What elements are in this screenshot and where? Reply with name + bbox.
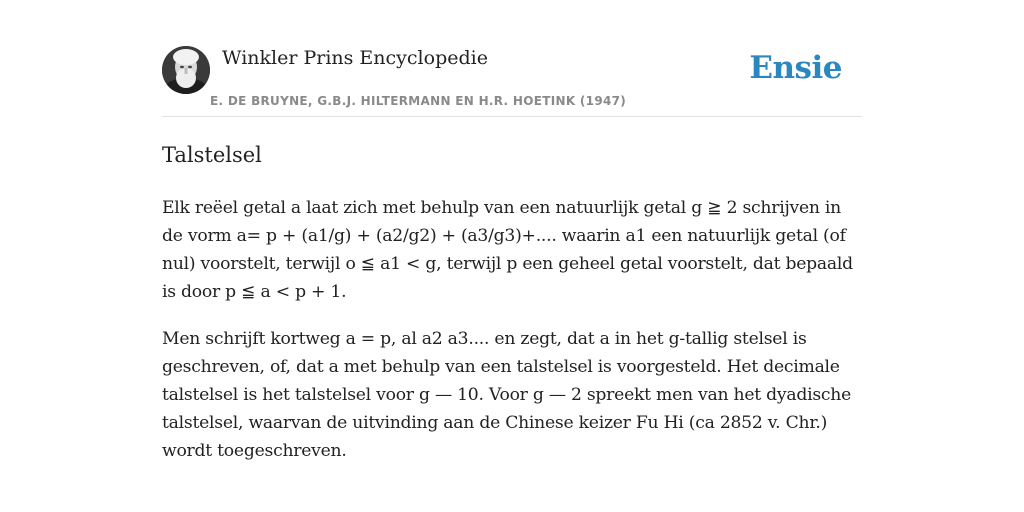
article-paragraph: Elk reëel getal a laat zich met behulp van een natuurlijk getal g ≧ 2 schrijven in de vorm a= p + (a1/g) + (a2/g2) + (a3/g3)+.... waarin a1 een natuurlijk getal (of nul) voorstelt, terwijl o ≦ a1 < g, terwijl p een geheel getal voorstelt, dat bepaald is door p ≦ a < p + 1. (162, 198, 853, 302)
brand-logo-link[interactable]: Ensie (749, 50, 842, 86)
article (162, 140, 862, 484)
portrait-icon (162, 46, 210, 94)
article-title: Talstelsel (162, 143, 262, 167)
site-header (162, 46, 862, 117)
author-avatar (162, 46, 210, 94)
encyclopedia-title[interactable]: Winkler Prins Encyclopedie (222, 47, 488, 69)
article-paragraph: Men schrijft kortweg a = p, al a2 a3.... en zegt, dat a in het g-tallig stelsel is geschreven, of, dat a met behulp van een talstelsel is voorgesteld. Het decimale talstelsel is het talstelsel voor g — 10. Voor g — 2 spreekt men van het dyadische talstelsel, waarvan de uitvinding aan de Chinese keizer Fu Hi (ca 2852 v. Chr.) wordt toegeschreven. (162, 329, 852, 461)
byline: E. DE BRUYNE, G.B.J. HILTERMANN EN H.R. HOETINK (1947) (210, 94, 627, 108)
